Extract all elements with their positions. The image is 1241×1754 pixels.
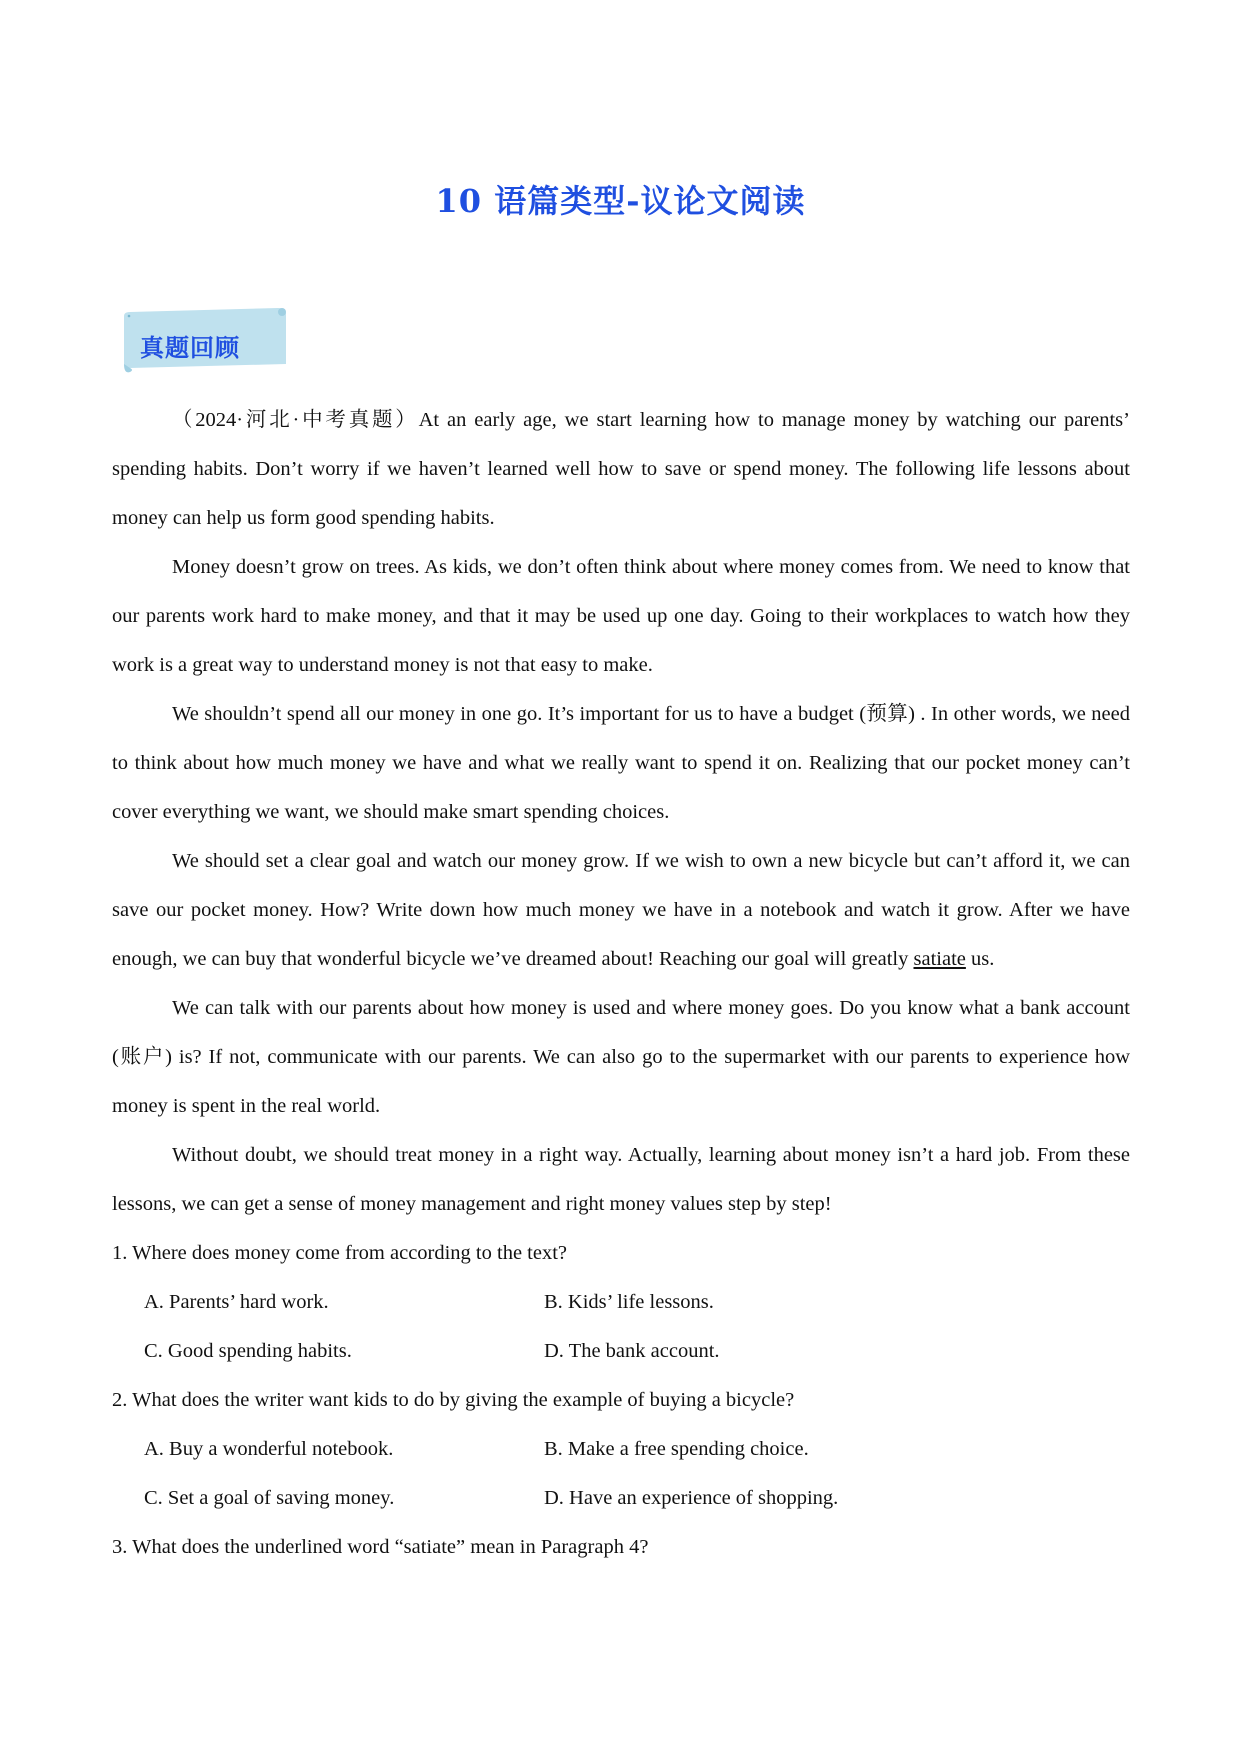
option-d: D. The bank account. [544,1340,720,1362]
question-stem: 2. What does the writer want kids to do by giving the example of buying a bicycle? [112,1389,795,1411]
passage-paragraph: （2024·河北·中考真题）At an early age, we start learning how to manage money by watching our parents’ spending habits. Don’t worry if we haven’t learned well how to save or spend money. The following life lessons about money can help us form good spending habits. [112,409,1130,529]
option-b: B. Make a free spending choice. [544,1438,809,1460]
passage-paragraph: Money doesn’t grow on trees. As kids, we don’t often think about where money comes from. We need to know that our parents work hard to make money, and that it may be used up one day. Going to their workplaces to watch how they work is a great way to understand money is not that easy to make. [112,556,1130,676]
passage-paragraph: We shouldn’t spend all our money in one go. It’s important for us to have a budget (预算) . In other words, we need to think about how much money we have and what we really want to spend it on. Realizing that our pocket money can’t cover everything we want, we should make smart spending choices. [112,703,1130,823]
option-row [112,1278,1130,1327]
question-stem: 3. What does the underlined word “satiate” mean in Paragraph 4? [112,1536,649,1558]
option-a: A. Buy a wonderful notebook. [144,1438,394,1460]
section-tag-label: 真题回顾 [140,333,240,362]
reading-passage [112,396,1130,1572]
option-a: A. Parents’ hard work. [144,1291,329,1313]
option-row [112,1425,1130,1474]
passage-paragraph: We should set a clear goal and watch our money grow. If we wish to own a new bicycle but can’t afford it, we can save our pocket money. How? Write down how much money we have in a notebook and watch it grow. After we have enough, we can buy that wonderful bicycle we’ve dreamed about! Reaching our goal will greatly satiate us. [112,850,1130,970]
passage-paragraph: We can talk with our parents about how money is used and where money goes. Do you know what a bank account (账户) is? If not, communicate with our parents. We can also go to the supermarket with our parents to experience how money is spent in the real world. [112,997,1130,1117]
section-tag [120,308,288,374]
option-row [112,1474,1130,1523]
option-b: B. Kids’ life lessons. [544,1291,714,1313]
option-d: D. Have an experience of shopping. [544,1487,839,1509]
source-note: （2024·河北·中考真题） [172,409,419,431]
option-row [112,1327,1130,1376]
option-c: C. Set a goal of saving money. [144,1487,395,1509]
underlined-word: satiate [913,948,966,970]
question-stem: 1. Where does money come from according to the text? [112,1242,568,1264]
passage-paragraph: Without doubt, we should treat money in a right way. Actually, learning about money isn’t a hard job. From these lessons, we can get a sense of money management and right money values step by step! [112,1144,1130,1215]
option-c: C. Good spending habits. [144,1340,352,1362]
page-title: 10 语篇类型-议论文阅读 [435,182,806,220]
